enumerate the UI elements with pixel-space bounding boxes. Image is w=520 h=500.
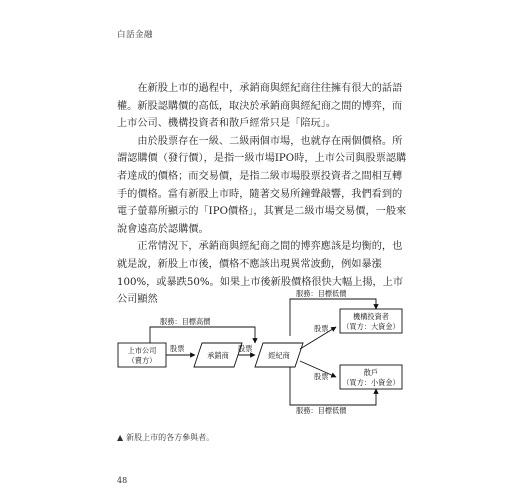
issuer-service-line: [150, 327, 255, 343]
running-header: 白話金融: [117, 30, 154, 40]
underwriter-label: 承銷商: [207, 351, 229, 360]
stock-label-3: 股票: [314, 324, 329, 333]
issuer-role-label: （賣方）: [127, 356, 157, 365]
institution-role-label: （買方：大資金）: [342, 322, 400, 331]
service-low-bottom-label: 服務：目標低價: [296, 406, 347, 415]
retail-label: 散戶: [363, 368, 379, 377]
stock-label-4: 股票: [314, 372, 329, 381]
retail-role-label: （買方：小資金）: [342, 378, 400, 387]
body-text: [117, 80, 412, 309]
stock-label-2: 股票: [238, 344, 253, 353]
ipo-participants-diagram: [110, 287, 416, 417]
broker-label: 經紀商: [268, 351, 290, 360]
figure-caption: [117, 432, 214, 443]
paragraph: 由於股票存在一級、二級兩個市場，也就存在兩個價格。所謂認購價（發行價），是指一級市場IPO時，上市公司與股票認購者達成的價格；而交易價，是指二級市場股票投資者之間相互轉手的價格。當有新股上市時，隨著交易所鐘聲敲響，我們看到的電子螢幕所顯示的「IPO價格」，其實是二級市場交易價，一般來說會遠高於認購價。: [117, 135, 407, 235]
triangle-marker-icon: ▲: [117, 433, 124, 442]
page-number: 48: [117, 476, 128, 485]
paragraph: 正常情況下，承銷商與經紀商之間的博弈應該是均衡的，也就是說，新股上市後，價格不應該出現異常波動，例如暴漲100%，或暴跌50%。如果上市後新股價格很快大幅上揚，上市公司顯然: [117, 241, 404, 306]
paragraph: 在新股上市的過程中，承銷商與經紀商往往擁有很大的話語權。新股認購價的高低，取決於承銷商與經紀商之間的博弈，而上市公司、機構投資者和散戶經常只是「陪玩」。: [117, 83, 403, 130]
stock-label-1: 股票: [170, 344, 185, 353]
service-low-top-label: 服務：目標低價: [296, 289, 347, 298]
caption-text: 新股上市的各方參與者。: [126, 433, 215, 442]
issuer-label: 上市公司: [127, 346, 157, 355]
institution-label: 機構投資者: [353, 312, 389, 321]
service-high-label: 服務：目標高價: [160, 317, 211, 326]
diagram-svg: [110, 287, 416, 417]
